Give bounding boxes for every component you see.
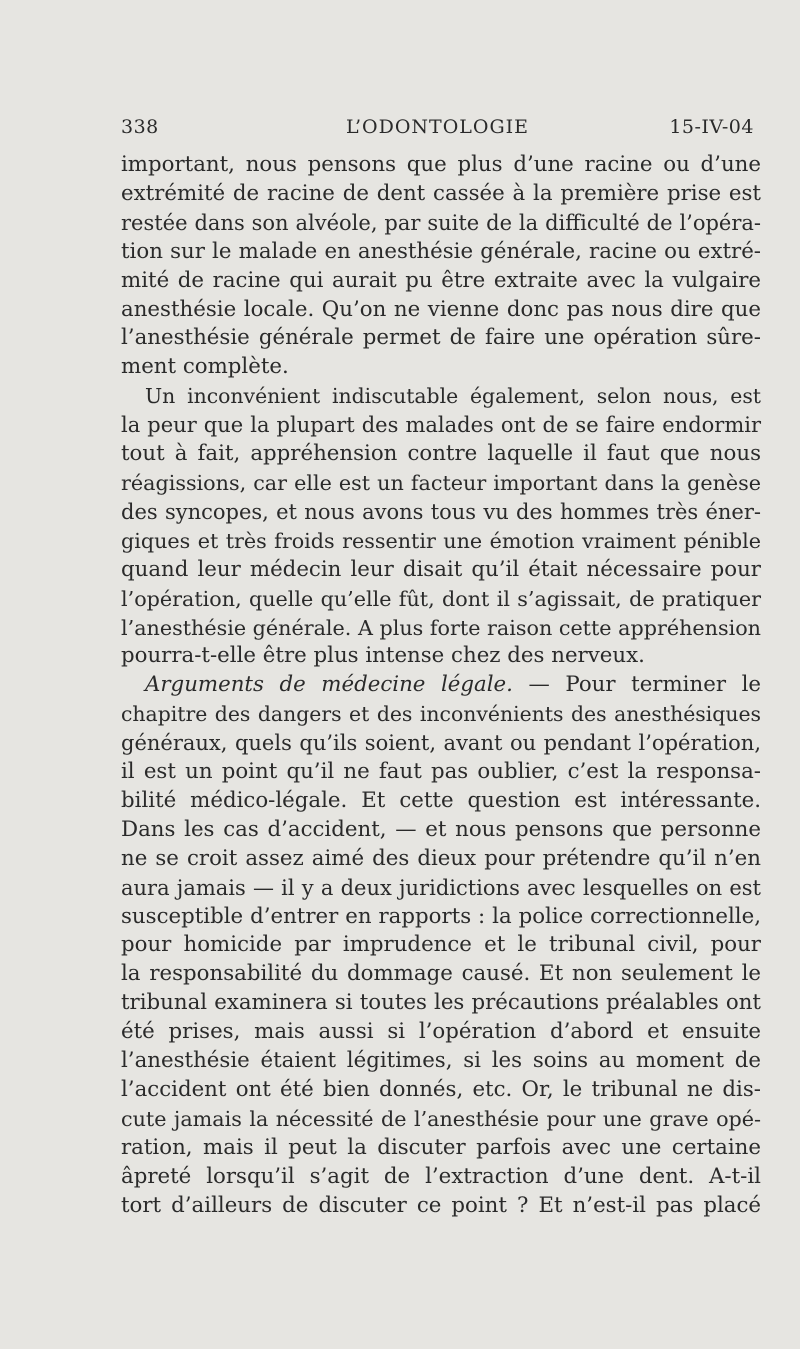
- text-line: été prises, mais aussi si l’opération d’abord et ensuite: [121, 1019, 761, 1045]
- text-line: tort d’ailleurs de discuter ce point ? Et n’est-il pas placé: [121, 1192, 761, 1218]
- text-line: pourra-t-elle être plus intense chez des nerveux.: [121, 643, 645, 669]
- text-line: l’opération, quelle qu’elle fût, dont il s’agissait, de pratiquer: [121, 586, 761, 611]
- text-line: aura jamais — il y a deux juridictions avec lesquelles on est: [121, 875, 761, 900]
- text-line: bilité médico-légale. Et cette question est intéressante.: [121, 787, 761, 813]
- page-number: 338: [121, 116, 159, 138]
- text-line: l’anesthésie générale permet de faire une opération sûre-: [121, 325, 761, 351]
- issue-date: 15-IV-04: [669, 116, 754, 138]
- section-heading: Arguments de médecine légale.: [145, 672, 513, 698]
- text-line: important, nous pensons que plus d’une racine ou d’une: [121, 152, 761, 177]
- text-line: la peur que la plupart des malades ont de se faire endormir: [121, 413, 761, 438]
- page-body: [121, 151, 761, 1221]
- text-line: l’anesthésie étaient légitimes, si les soins au moment de: [121, 1048, 761, 1074]
- text-line: giques et très froids ressentir une émotion vraiment pénible: [121, 528, 761, 553]
- text-line: il est un point qu’il ne faut pas oublier, c’est la responsa-: [121, 759, 761, 785]
- paragraph: [121, 151, 761, 382]
- paragraph: [121, 671, 761, 1220]
- text-line: tribunal examinera si toutes les précautions préalables ont: [121, 990, 761, 1016]
- text-line: chapitre des dangers et des inconvénients des anesthésiques: [121, 702, 761, 727]
- text-line: restée dans son alvéole, par suite de la difficulté de l’opéra-: [121, 210, 761, 235]
- text-line: extrémité de racine de dent cassée à la première prise est: [121, 180, 761, 206]
- text-line: mité de racine qui aurait pu être extraite avec la vulgaire: [121, 267, 761, 293]
- text-line: cute jamais la nécessité de l’anesthésie pour une grave opé-: [121, 1106, 761, 1131]
- text-line: pour homicide par imprudence et le tribunal civil, pour: [121, 932, 761, 958]
- text-line: quand leur médecin leur disait qu’il était nécessaire pour: [121, 556, 761, 582]
- text-line: tion sur le malade en anesthésie générale, racine ou extré-: [121, 238, 761, 264]
- text-line: l’anesthésie générale. A plus forte raison cette appréhension: [121, 615, 761, 640]
- text-line: Un inconvénient indiscutable également, selon nous, est: [145, 384, 761, 409]
- text-line: ne se croit assez aimé des dieux pour prétendre qu’il n’en: [121, 845, 761, 871]
- text-line: ment complète.: [121, 354, 289, 380]
- text-line: la responsabilité du dommage causé. Et non seulement le: [121, 961, 761, 987]
- heading-continuation: — Pour terminer le: [512, 672, 761, 698]
- text-line: susceptible d’entrer en rapports : la police correctionnelle,: [121, 903, 761, 929]
- journal-title: L’ODONTOLOGIE: [345, 116, 530, 138]
- text-line: Dans les cas d’accident, — et nous pensons que personne: [121, 816, 761, 842]
- text-line: âpreté lorsqu’il s’agit de l’extraction d’une dent. A-t-il: [121, 1163, 761, 1189]
- text-line: anesthésie locale. Qu’on ne vienne donc pas nous dire que: [121, 296, 761, 322]
- paragraph: [121, 382, 761, 671]
- text-line: l’accident ont été bien donnés, etc. Or, le tribunal ne dis-: [121, 1077, 761, 1102]
- text-line: des syncopes, et nous avons tous vu des hommes très éner-: [121, 499, 761, 524]
- text-line: réagissions, car elle est un facteur important dans la genèse: [121, 470, 761, 495]
- text-line: généraux, quels qu’ils soient, avant ou pendant l’opération,: [121, 731, 761, 756]
- text-line: tout à fait, appréhension contre laquelle il faut que nous: [121, 441, 761, 467]
- running-header: [121, 116, 754, 146]
- text-line: ration, mais il peut la discuter parfois avec une certaine: [121, 1134, 761, 1160]
- text-line: [121, 671, 761, 700]
